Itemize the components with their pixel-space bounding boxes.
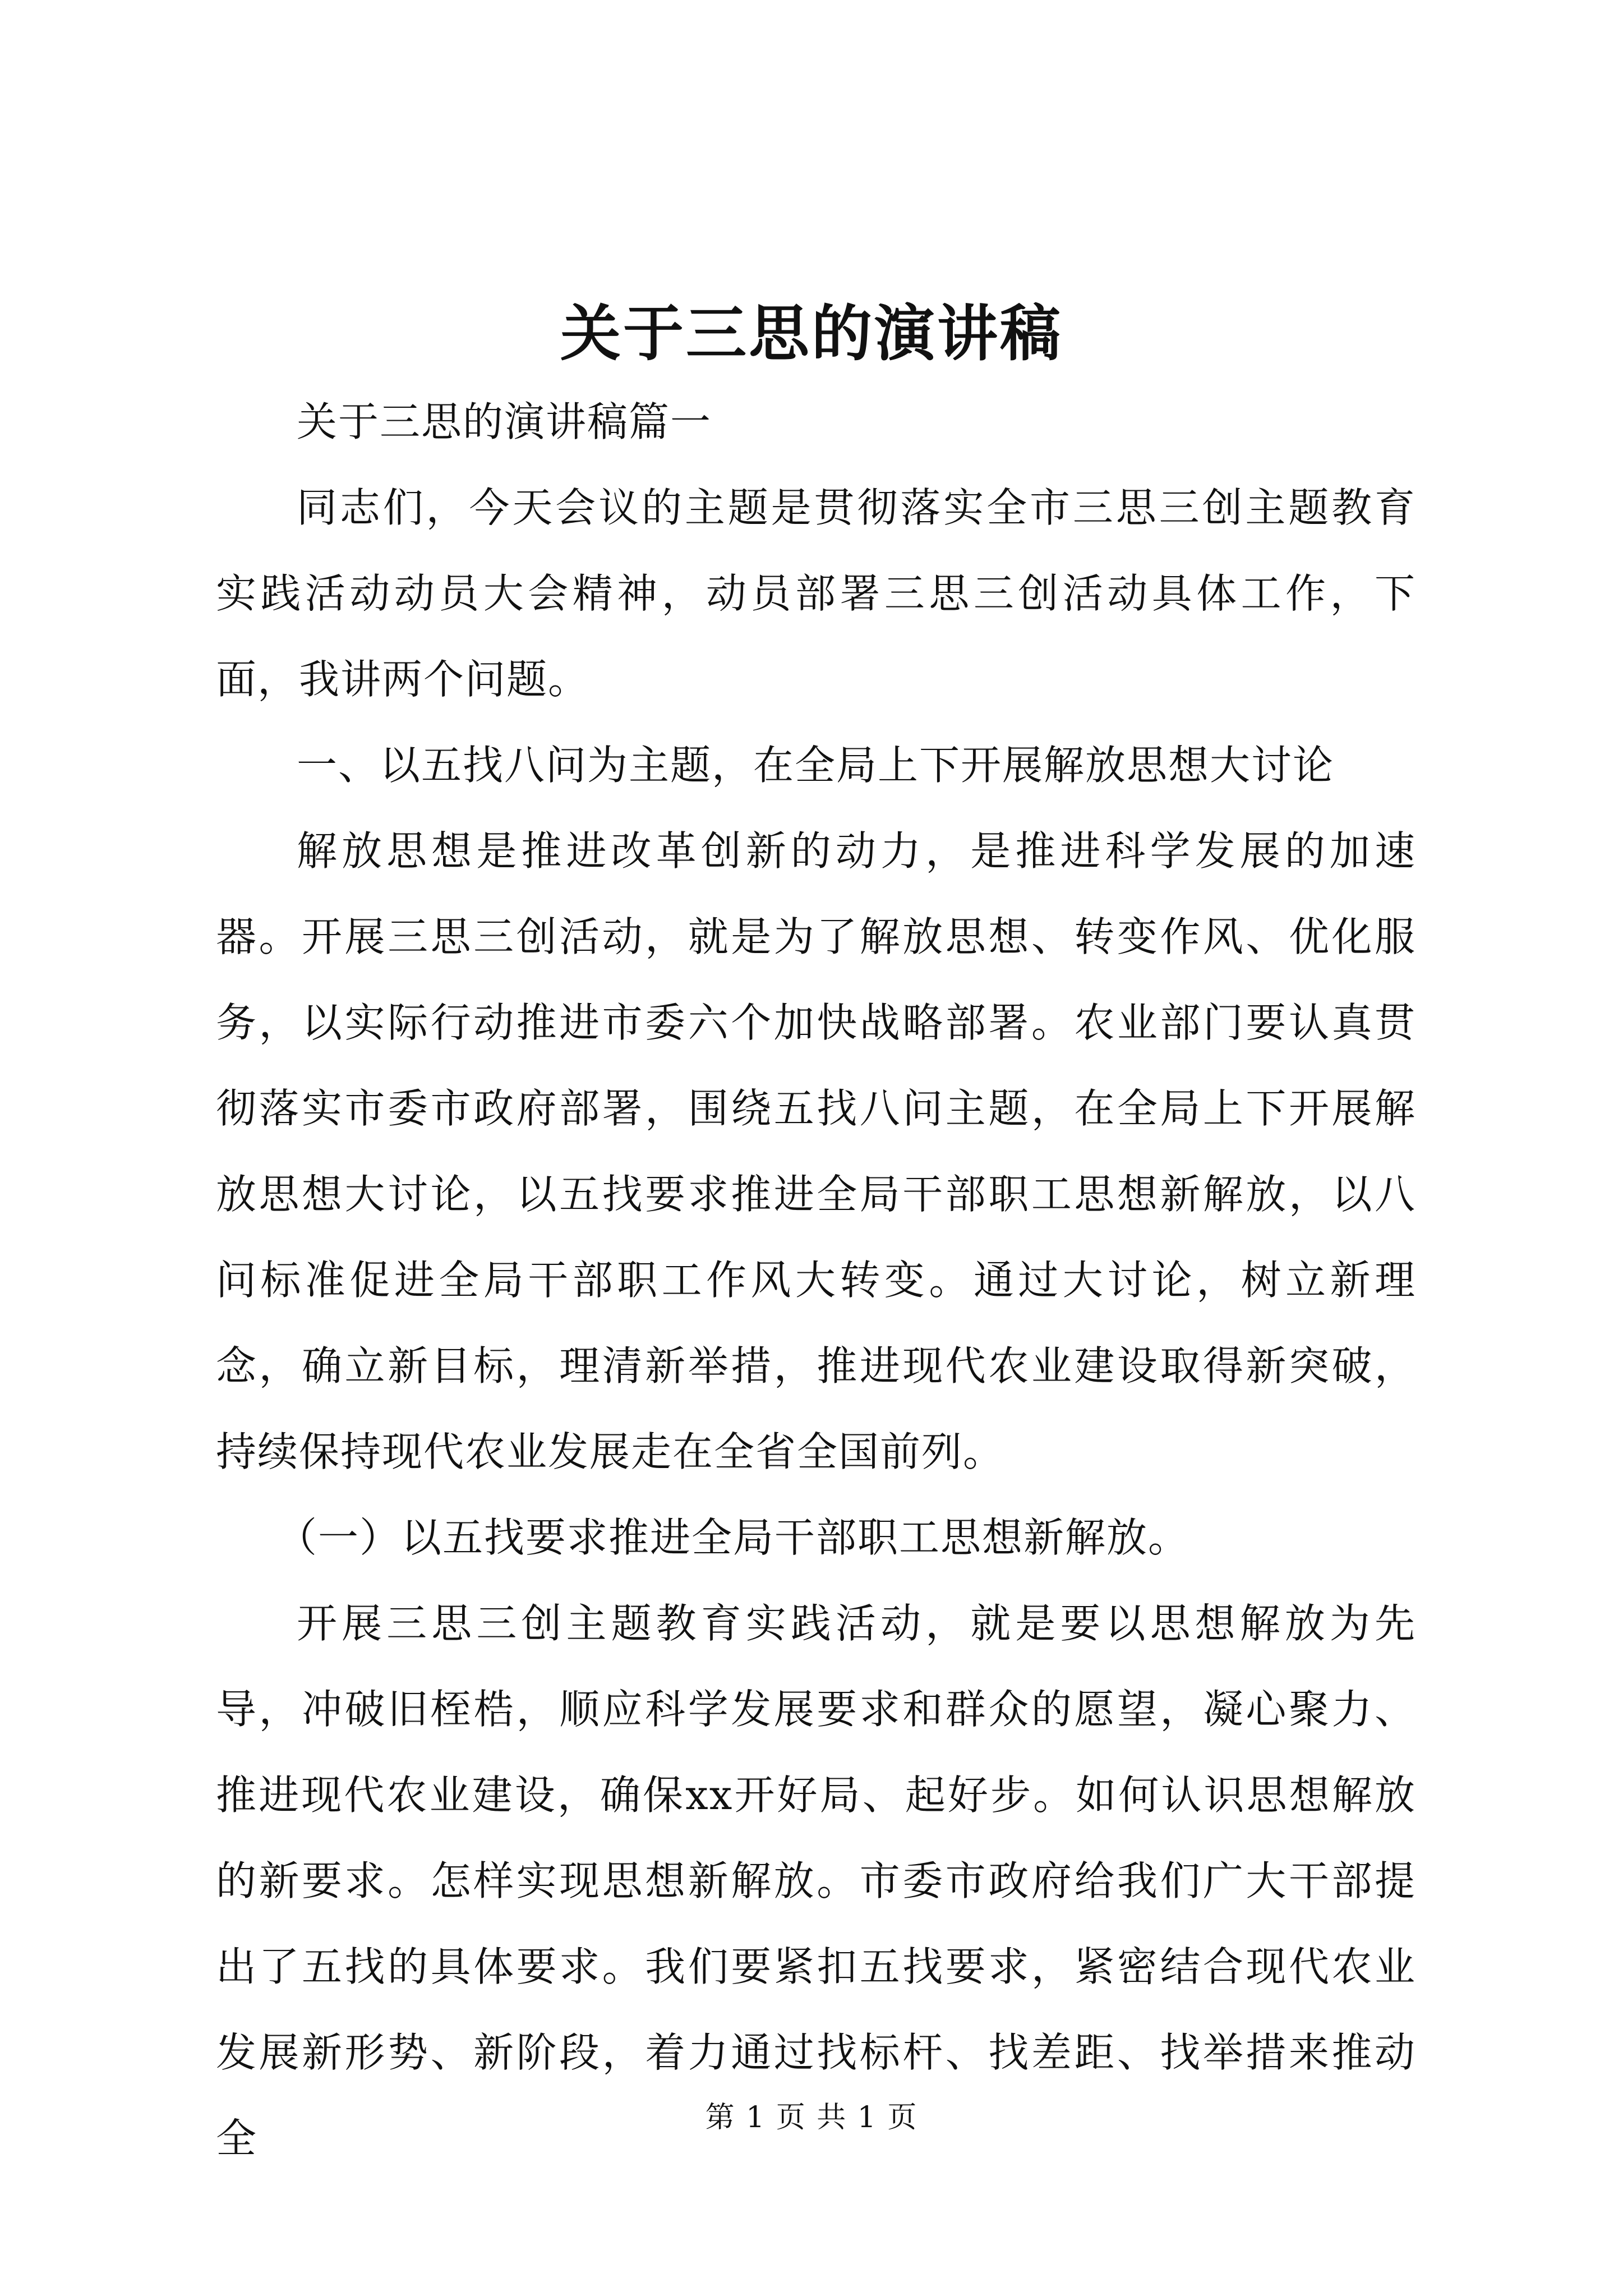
section-subheading: （一）以五找要求推进全局干部职工思想新解放。 xyxy=(276,1514,1190,1561)
body-paragraph: 解放思想是推进改革创新的动力，是推进科学发展的加速器。开展三思三创活动，就是为了解放思想、转变作风、优化服务，以实际行动推进市委六个加快战略部署。农业部门要认真贯彻落实市委市政府部署，围绕五找八问主题，在全局上下开展解放思想大讨论，以五找要求推进全局干部职工思想新解放，以八问标准促进全局干部职工作风大转变。通过大讨论，树立新理念，确立新目标，理清新举措，推进现代农业建设取得新突破，持续保持现代农业发展走在全省全国前列。 xyxy=(216,827,1416,1475)
document-title: 关于三思的演讲稿 xyxy=(560,298,1063,369)
body-paragraph: 开展三思三创主题教育实践活动，就是要以思想解放为先导，冲破旧桎梏，顺应科学发展要求和群众的愿望，凝心聚力、推进现代农业建设，确保xx开好局、起好步。如何认识思想解放的新要求。怎样实现思想新解放。市委市政府给我们广大干部提出了五找的具体要求。我们要紧扣五找要求，紧密结合现代农业发展新形势、新阶段，着力通过找标杆、找差距、找举措来推动全 xyxy=(216,1600,1416,2162)
page-footer: 第 1 页 共 1 页 xyxy=(705,2101,918,2134)
section-heading: 关于三思的演讲稿篇一 xyxy=(297,398,712,445)
body-paragraph: 同志们，今天会议的主题是贯彻落实全市三思三创主题教育实践活动动员大会精神，动员部署三思三创活动具体工作，下面，我讲两个问题。 xyxy=(216,484,1416,703)
document-body xyxy=(216,379,1416,2182)
section-subheading: 一、以五找八问为主题，在全局上下开展解放思想大讨论 xyxy=(297,742,1335,789)
